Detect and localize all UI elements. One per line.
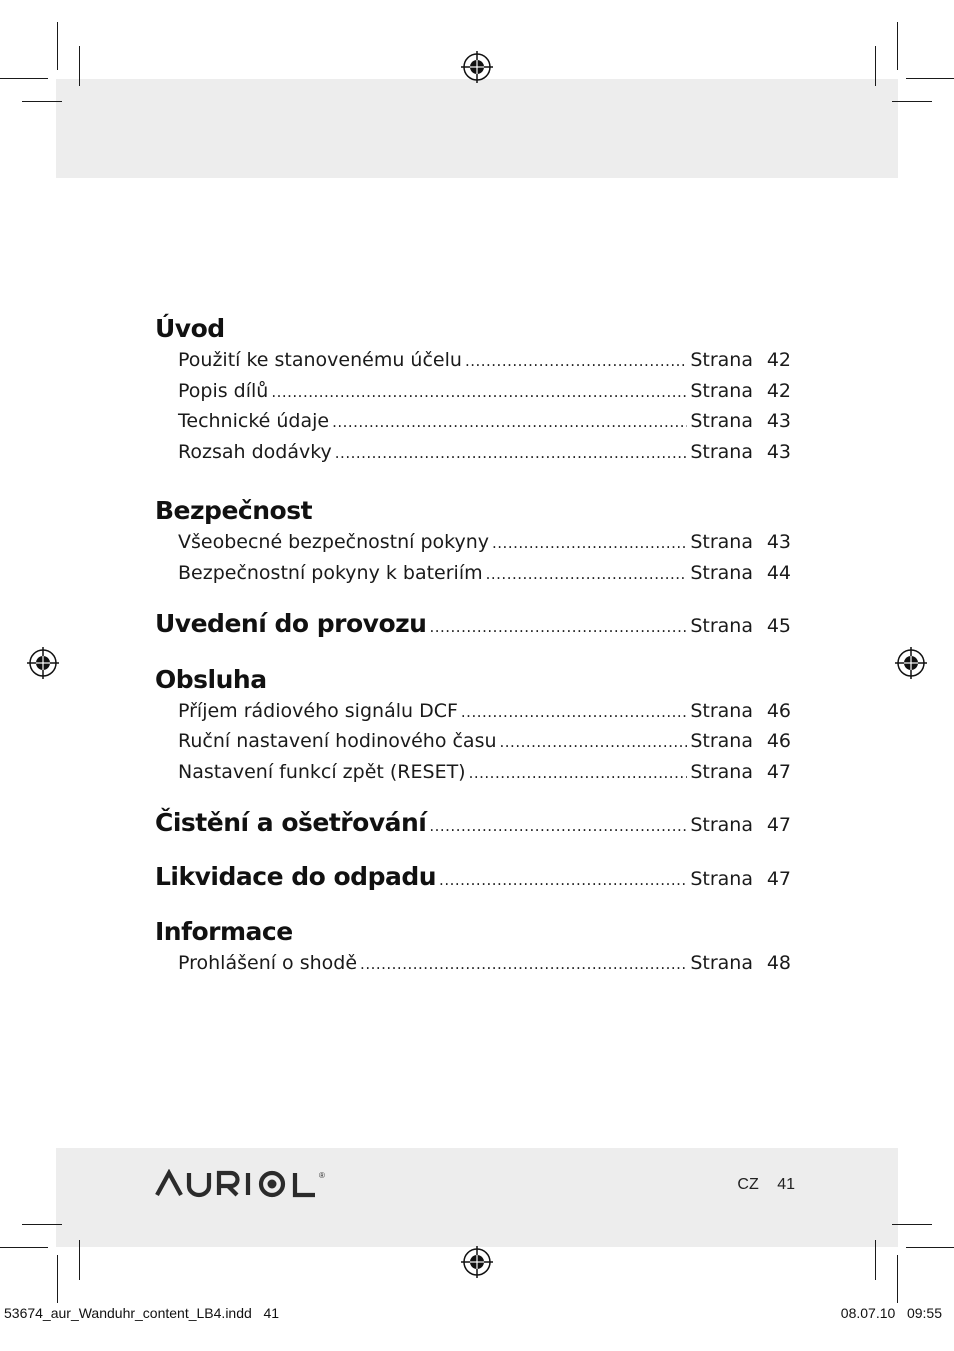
toc-entry[interactable]	[155, 949, 791, 980]
crop-mark	[57, 22, 58, 70]
toc-entry-strana: Strana	[690, 531, 753, 553]
toc-entry-label: Technické údaje	[178, 410, 330, 432]
toc-entry-label: Prohlášení o shodě	[178, 952, 358, 974]
toc-entry-strana: Strana	[690, 615, 753, 637]
leader-dots	[335, 439, 688, 469]
crop-mark	[79, 1240, 80, 1280]
crop-mark	[22, 101, 62, 102]
slug-file: 53674_aur_Wanduhr_content_LB4.indd 41	[4, 1305, 280, 1321]
toc-entry-heading[interactable]	[155, 862, 791, 896]
toc-entry-label: Bezpečnostní pokyny k bateriím	[178, 561, 483, 584]
crop-mark	[875, 46, 876, 86]
leader-dots	[500, 728, 688, 758]
toc-entry-heading[interactable]	[155, 808, 791, 842]
toc-heading: Informace	[155, 917, 293, 946]
toc-heading: Likvidace do odpadu	[155, 861, 437, 891]
toc-entry-page: 48	[766, 952, 791, 974]
toc-entry-strana: Strana	[690, 952, 753, 974]
leader-dots	[429, 812, 687, 842]
toc-entry-page: 47	[766, 760, 791, 783]
toc-entry[interactable]	[155, 377, 791, 408]
toc-entry-strana: Strana	[690, 561, 753, 584]
toc-entry-page: 43	[766, 440, 791, 463]
toc-entry-page: 44	[766, 561, 791, 584]
toc-entry-page: 46	[766, 730, 791, 752]
toc-entry-page: 47	[766, 814, 791, 836]
leader-dots	[360, 950, 687, 980]
toc-entry[interactable]	[155, 697, 791, 728]
leader-dots	[492, 529, 687, 559]
crop-mark	[897, 22, 898, 70]
crop-mark	[22, 1224, 62, 1225]
page-number	[737, 1176, 795, 1194]
toc-entry[interactable]	[155, 438, 791, 469]
toc-heading: Bezpečnost	[155, 496, 313, 525]
crop-mark	[906, 1247, 954, 1248]
toc-entry-page: 45	[766, 615, 791, 637]
crop-mark	[0, 78, 48, 79]
crop-mark	[0, 1247, 48, 1248]
toc-entry-strana: Strana	[690, 410, 753, 432]
crop-mark	[892, 101, 932, 102]
slug-datetime: 08.07.10 09:55	[840, 1305, 942, 1321]
registration-mark-icon	[26, 646, 60, 680]
toc-entry-label: Popis dílů	[178, 379, 269, 402]
toc-entry[interactable]	[155, 559, 791, 590]
crop-mark	[906, 78, 954, 79]
toc-entry-page: 42	[766, 349, 791, 371]
leader-dots	[271, 378, 687, 408]
toc-entry[interactable]	[155, 528, 791, 559]
auriol-logo	[155, 1169, 330, 1199]
toc-entry-page: 43	[766, 531, 791, 553]
toc-entry-page: 42	[766, 379, 791, 402]
toc-entry-page: 46	[766, 699, 791, 722]
toc-entry-label: Všeobecné bezpečnostní pokyny	[178, 531, 490, 553]
toc-entry[interactable]	[155, 727, 791, 758]
table-of-contents	[155, 312, 791, 980]
leader-dots	[486, 560, 688, 590]
toc-heading: Úvod	[155, 314, 225, 343]
toc-entry-label: Ruční nastavení hodinového času	[178, 730, 497, 752]
leader-dots	[465, 347, 687, 377]
leader-dots	[469, 759, 688, 789]
toc-entry-strana: Strana	[690, 440, 753, 463]
toc-entry-label: Nastavení funkcí zpět (RESET)	[178, 760, 466, 783]
crop-mark	[892, 1224, 932, 1225]
crop-mark	[897, 1255, 898, 1303]
toc-entry-label: Použití ke stanovenému účelu	[178, 349, 462, 371]
registration-mark-icon	[894, 646, 928, 680]
registration-mark-icon	[460, 1245, 494, 1279]
page-number-value: 41	[777, 1176, 795, 1193]
toc-entry-label: Příjem rádiového signálu DCF	[178, 699, 458, 722]
toc-entry[interactable]	[155, 407, 791, 438]
toc-heading: Uvedení do provozu	[155, 609, 427, 638]
toc-entry-strana: Strana	[690, 699, 753, 722]
language-code: CZ	[737, 1176, 759, 1193]
toc-entry[interactable]	[155, 758, 791, 789]
toc-entry-page: 43	[766, 410, 791, 432]
toc-entry-strana: Strana	[690, 814, 753, 836]
crop-mark	[79, 46, 80, 86]
svg-text:®: ®	[319, 1171, 325, 1180]
header-band	[56, 79, 898, 178]
crop-mark	[875, 1240, 876, 1280]
toc-heading: Čistění a ošetřování	[155, 808, 427, 837]
leader-dots	[332, 408, 687, 438]
toc-entry-strana: Strana	[690, 349, 753, 371]
leader-dots	[439, 866, 687, 896]
toc-entry-page: 47	[766, 867, 791, 890]
toc-entry-label: Rozsah dodávky	[178, 440, 332, 463]
toc-entry[interactable]	[155, 346, 791, 377]
leader-dots	[461, 698, 687, 728]
toc-heading: Obsluha	[155, 664, 267, 694]
registration-mark-icon	[460, 50, 494, 84]
toc-entry-strana: Strana	[690, 379, 753, 402]
toc-entry-heading[interactable]	[155, 609, 791, 643]
toc-entry-strana: Strana	[690, 760, 753, 783]
crop-mark	[57, 1255, 58, 1303]
toc-entry-strana: Strana	[690, 867, 753, 890]
toc-entry-strana: Strana	[690, 730, 753, 752]
leader-dots	[429, 613, 687, 643]
